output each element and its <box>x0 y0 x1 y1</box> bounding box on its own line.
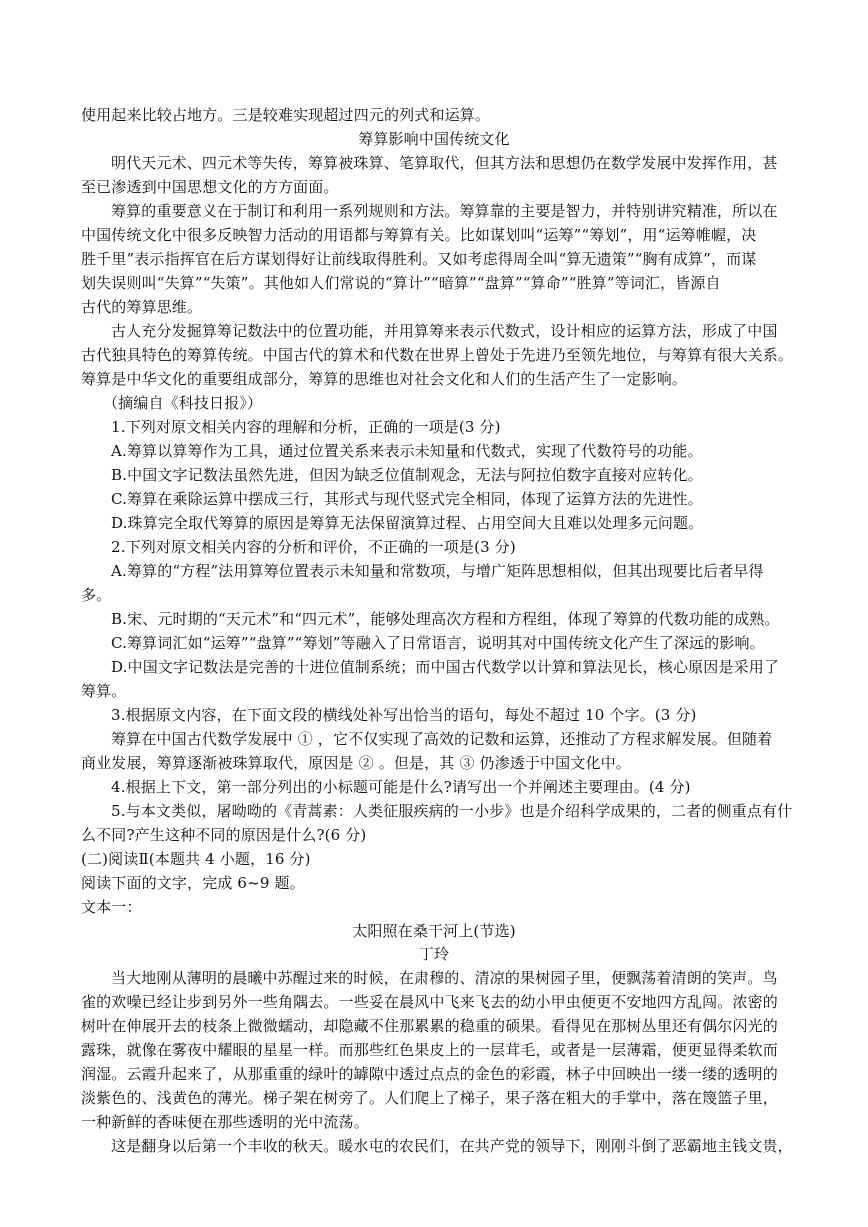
paragraph-line: 树叶在伸展开去的枝条上微微蠕动，却隐藏不住那累累的稳重的硕果。看得见在那树丛里还有偶尔闪光的 <box>81 1017 778 1035</box>
paragraph-line: 这是翻身以后第一个丰收的秋天。暖水屯的农民们，在共产党的领导下，刚刚斗倒了恶霸地主钱文贵， <box>111 1137 793 1155</box>
paragraph-line: 润湿。云霞升起来了，从那重重的绿叶的罅隙中透过点点的金色的彩霞，林子中回映出一缕一缕的透明的 <box>81 1065 778 1083</box>
section-heading: 筹算影响中国传统文化 <box>358 130 510 148</box>
source-citation: （摘编自《科技日报》） <box>103 394 263 412</box>
option-line: 多。 <box>81 586 112 604</box>
instruction-line: 阅读下面的文字，完成 6~9 题。 <box>81 874 305 892</box>
paragraph-line: 当大地刚从薄明的晨曦中苏醒过来的时候，在肃穆的、清凉的果树园子里，便飘荡着清朗的笑声。鸟 <box>111 969 778 987</box>
question-2: 2.下列对原文相关内容的分析和评价，不正确的一项是(3 分) <box>111 538 516 556</box>
paragraph-line: 胜千里”表示指挥官在后方谋划得好让前线取得胜利。又如考虑得周全叫“算无遗策”“胸有成算”，而谋 <box>81 250 757 268</box>
option-line: B.中国文字记数法虽然先进，但因为缺乏位值制观念，无法与阿拉伯数字直接对应转化。 <box>111 466 703 484</box>
question-4: 4.根据上下文，第一部分列出的小标题可能是什么?请写出一个并阐述主要理由。(4 分) <box>111 778 691 796</box>
section-label: (二)阅读Ⅱ(本题共 4 小题，16 分) <box>81 850 311 868</box>
option-line: A.筹算的“方程”法用算筹位置表示未知量和常数项，与增广矩阵思想相似，但其出现要比后者早得 <box>111 562 764 580</box>
paragraph-line: 明代天元术、四元术等失传，筹算被珠算、笔算取代，但其方法和思想仍在数学发展中发挥作用，甚 <box>111 154 778 172</box>
option-line: C.筹算在乘除运算中摆成三行，其形式与现代竖式完全相同，体现了运算方法的先进性。 <box>111 490 703 508</box>
paragraph-line: 中国传统文化中很多反映智力活动的用语都与筹算有关。比如谋划叫“运筹”“筹划”，用“运筹帷幄，决 <box>81 226 757 244</box>
option-line: A.筹算以算筹作为工具，通过位置关系来表示未知量和代数式，实现了代数符号的功能。 <box>111 442 703 460</box>
paragraph-line: 古人充分发掘算筹记数法中的位置功能，并用算筹来表示代数式，设计相应的运算方法，形成了中国 <box>111 322 778 340</box>
paragraph-line: 筹算在中国古代数学发展中 ① ，它不仅实现了高效的记数和运算，还推动了方程求解发展。但随着 <box>111 730 773 748</box>
question-3: 3.根据原文内容，在下面文段的横线处补写出恰当的语句，每处不超过 10 个字。(3 分) <box>111 706 697 724</box>
question-5: 5.与本文类似，屠呦呦的《青蒿素：人类征服疾病的一小步》也是介绍科学成果的，二者的侧重点有什 <box>111 802 793 820</box>
text-label: 文本一： <box>81 898 142 916</box>
option-line: 筹算。 <box>81 682 127 700</box>
paragraph-line: 么不同?产生这种不同的原因是什么?(6 分) <box>81 826 367 844</box>
paragraph-line: 至已渗透到中国思想文化的方方面面。 <box>81 178 339 196</box>
paragraph-line: 筹算是中华文化的重要组成部分，筹算的思维也对社会文化和人们的生活产生了一定影响。 <box>81 370 688 388</box>
question-1: 1.下列对原文相关内容的理解和分析，正确的一项是(3 分) <box>111 418 501 436</box>
paragraph-line: 筹算的重要意义在于制订和利用一系列规则和方法。筹算靠的主要是智力，并特别讲究精准，所以在 <box>111 202 778 220</box>
option-line: C.筹算词汇如“运筹”“盘算”“筹划”等融入了日常语言，说明其对中国传统文化产生了深远的影响。 <box>111 634 765 652</box>
article-author: 丁玲 <box>418 945 450 963</box>
paragraph-line: 使用起来比较占地方。三是较难实现超过四元的列式和运算。 <box>81 106 491 124</box>
paragraph-line: 雀的欢噪已经让步到另外一些角隅去。一些妥在晨风中飞来飞去的幼小甲虫便更不安地四方乱闯。浓密的 <box>81 993 778 1011</box>
paragraph-line: 淡紫色的、浅黄色的薄光。梯子架在树旁了。人们爬上了梯子，果子落在粗大的手掌中，落在篾篮子里， <box>81 1089 778 1107</box>
paragraph-line: 露珠，就像在雾夜中耀眼的星星一样。而那些红色果皮上的一层茸毛，或者是一层薄霜，便更显得柔软而 <box>81 1041 778 1059</box>
paragraph-line: 商业发展，筹算逐渐被珠算取代，原因是 ② 。但是，其 ③ 仍渗透于中国文化中。 <box>81 754 631 772</box>
paragraph-line: 古代独具特色的筹算传统。中国古代的算术和代数在世界上曾处于先进乃至领先地位，与筹算有很大关系。 <box>81 346 794 364</box>
paragraph-line: 古代的筹算思维。 <box>81 298 203 316</box>
option-line: D.珠算完全取代筹算的原因是筹算无法保留演算过程、占用空间大且难以处理多元问题。 <box>111 514 704 532</box>
option-line: D.中国文字记数法是完善的十进位值制系统；而中国古代数学以计算和算法见长，核心原因是采用了 <box>111 658 780 676</box>
article-title: 太阳照在桑干河上(节选) <box>352 922 516 940</box>
paragraph-line: 一种新鲜的香味便在那些透明的光中流荡。 <box>81 1113 369 1131</box>
option-line: B.宋、元时期的“天元术”和“四元术”，能够处理高次方程和方程组，体现了筹算的代数功能的成熟。 <box>111 610 780 628</box>
paragraph-line: 划失误则叫“失算”“失策”。其他如人们常说的“算计”“暗算”“盘算”“算命”“胜算”等词汇，皆源自 <box>81 274 721 292</box>
